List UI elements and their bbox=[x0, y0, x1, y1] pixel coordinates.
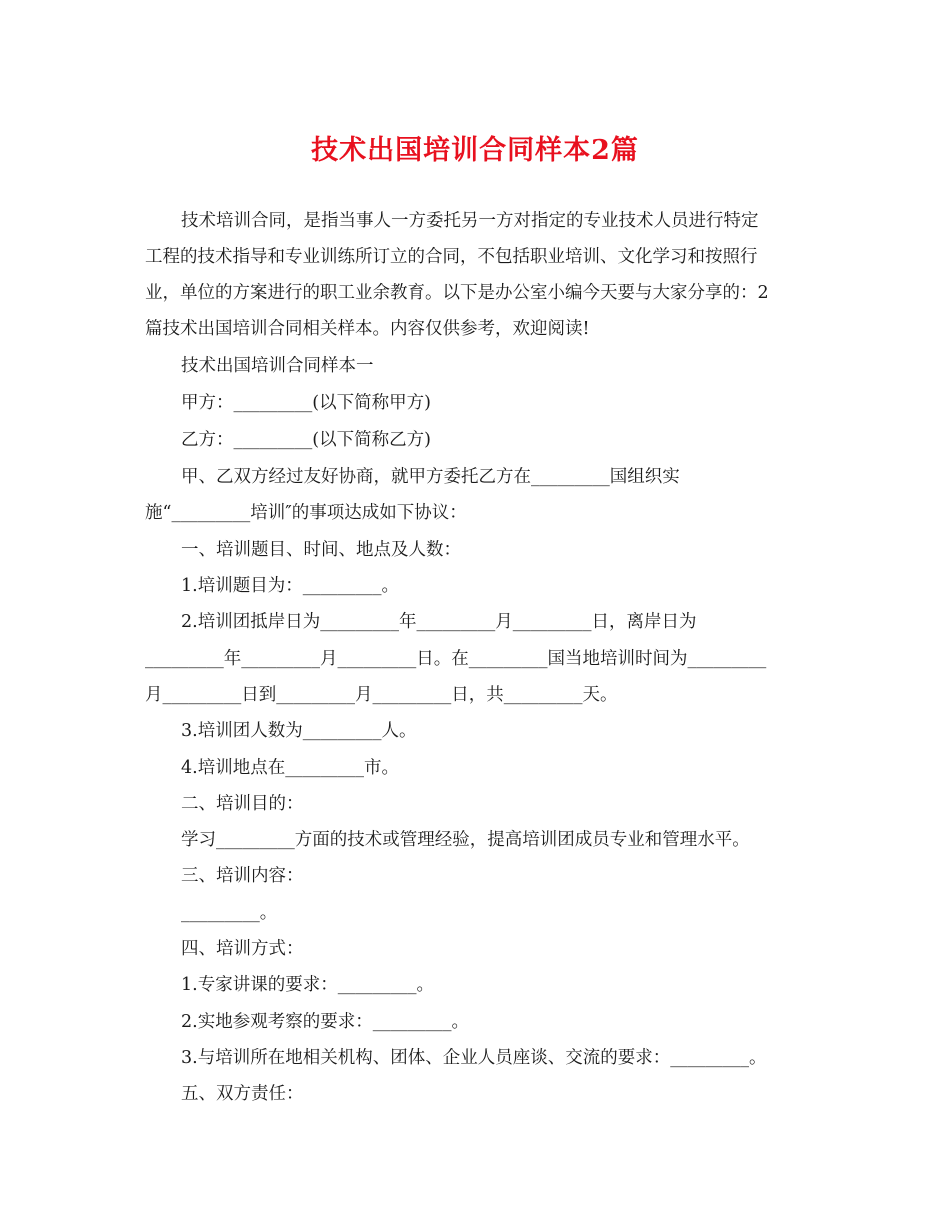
clause-1-2-line-1: 2.培训团抵岸日为_________年_________月_________日，离岸日为 bbox=[181, 612, 697, 632]
clause-4-2: 2.实地参观考察的要求：_________。 bbox=[181, 1012, 469, 1032]
document-title: 技术出国培训合同样本2篇 bbox=[311, 135, 639, 166]
party-a-line: 甲方：_________(以下简称甲方) bbox=[181, 393, 431, 413]
sample-heading: 技术出国培训合同样本一 bbox=[181, 356, 374, 376]
clause-1-4: 4.培训地点在_________市。 bbox=[181, 758, 399, 778]
section-5-heading: 五、双方责任： bbox=[181, 1084, 304, 1104]
clause-1-2-line-3: 月_________日到_________月_________日，共_________天。 bbox=[145, 685, 618, 705]
agreement-line-1: 甲、乙双方经过友好协商，就甲方委托乙方在_________国组织实 bbox=[181, 467, 680, 487]
section-4-heading: 四、培训方式： bbox=[181, 939, 304, 959]
agreement-line-2: 施“_________培训″的事项达成如下协议： bbox=[145, 503, 467, 523]
clause-4-3: 3.与培训所在地相关机构、团体、企业人员座谈、交流的要求：_________。 bbox=[181, 1048, 767, 1068]
section-2-body: 学习_________方面的技术或管理经验，提高培训团成员专业和管理水平。 bbox=[181, 830, 750, 850]
section-2-heading: 二、培训目的： bbox=[181, 794, 304, 814]
party-b-line: 乙方：_________(以下简称乙方) bbox=[181, 430, 431, 450]
section-1-heading: 一、培训题目、时间、地点及人数： bbox=[181, 540, 461, 560]
intro-line-1: 技术培训合同，是指当事人一方委托另一方对指定的专业技术人员进行特定 bbox=[181, 211, 759, 231]
clause-1-3: 3.培训团人数为_________人。 bbox=[181, 721, 417, 741]
clause-1-1: 1.培训题目为：_________。 bbox=[181, 576, 399, 596]
clause-1-2-line-2: _________年_________月_________日。在_________国当地培训时间为_________ bbox=[145, 649, 767, 669]
intro-line-2: 工程的技术指导和专业训练所订立的合同，不包括职业培训、文化学习和按照行 bbox=[145, 247, 758, 267]
section-3-body: _________。 bbox=[181, 903, 278, 923]
clause-4-1: 1.专家讲课的要求：_________。 bbox=[181, 975, 434, 995]
section-3-heading: 三、培训内容： bbox=[181, 866, 304, 886]
intro-line-3: 业，单位的方案进行的职工业余教育。以下是办公室小编今天要与大家分享的：2 bbox=[145, 283, 769, 303]
intro-line-4: 篇技术出国培训合同相关样本。内容仅供参考，欢迎阅读! bbox=[145, 319, 590, 339]
